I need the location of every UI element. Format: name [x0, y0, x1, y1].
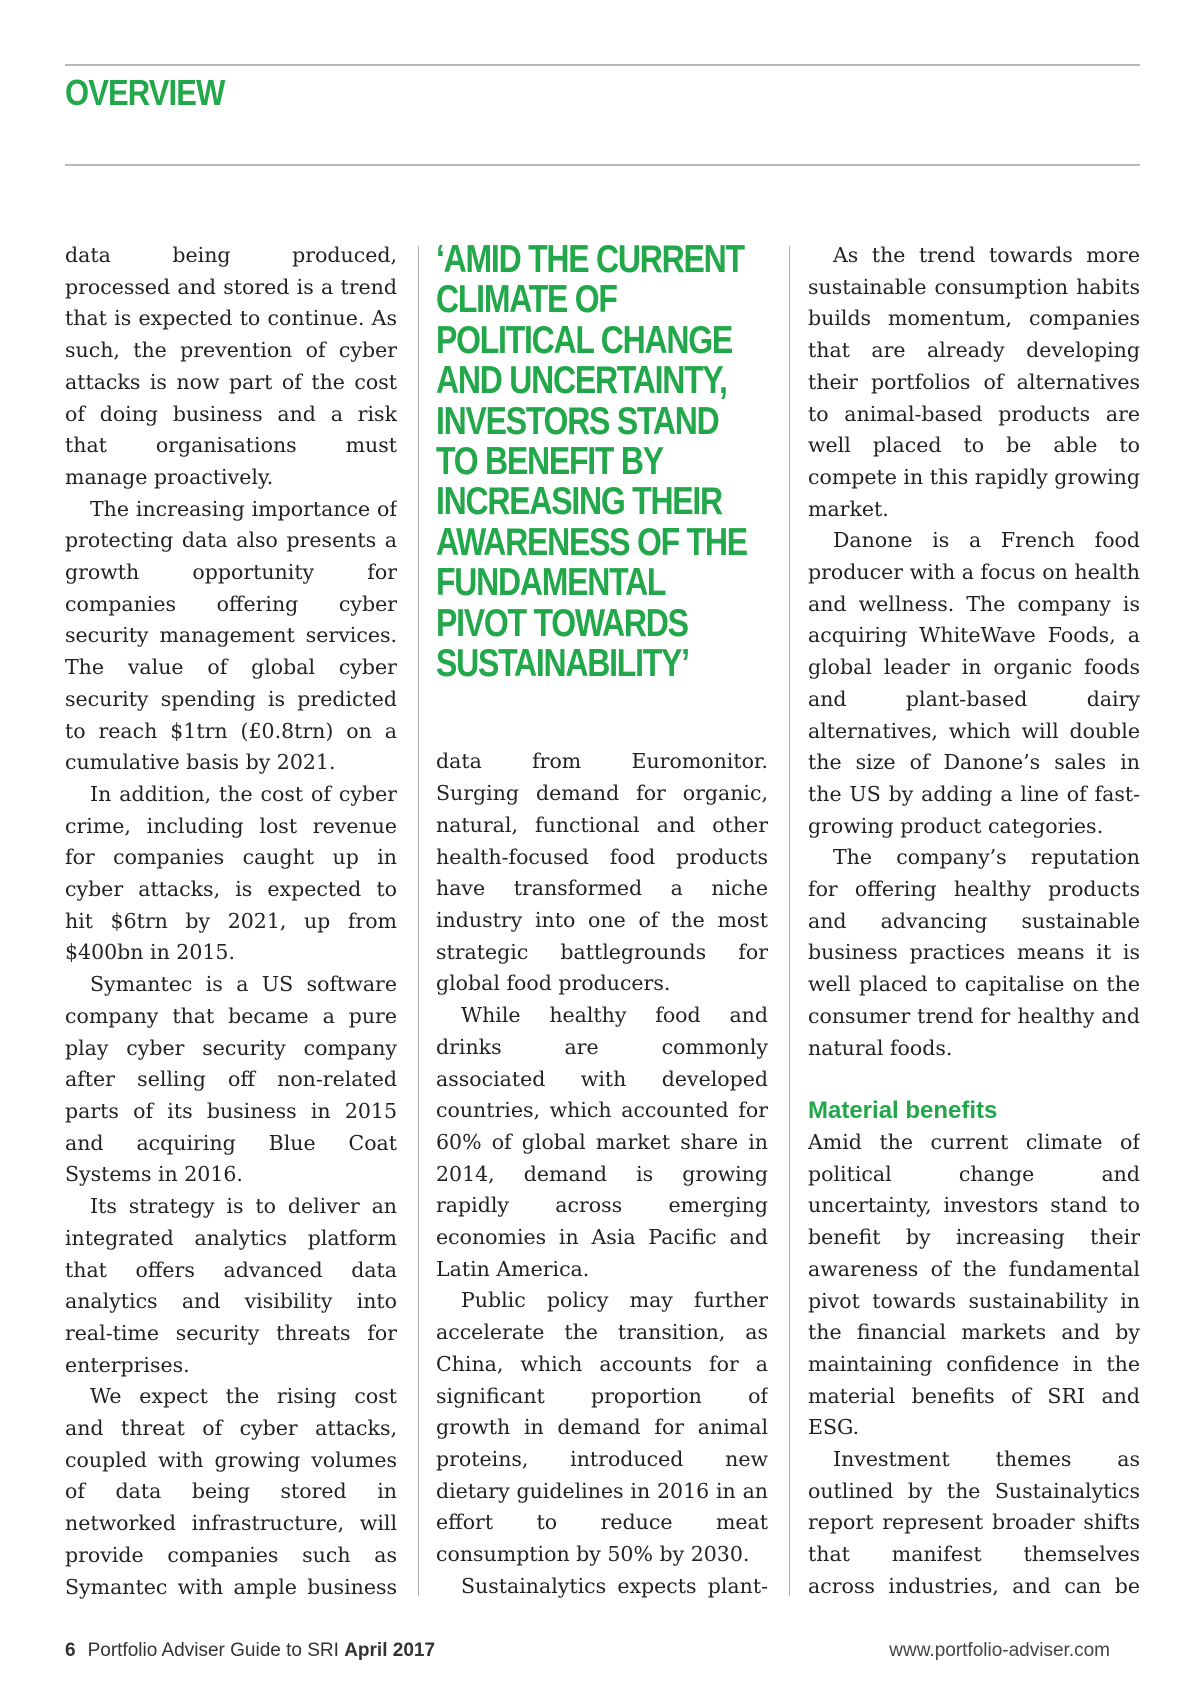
paragraph: As the trend towards more sustainable consumption habits builds momentum, companies that are already developing their portfolios of alternatives to animal-based products are well placed to be able to compete in this rapidly growing market.	[808, 243, 1140, 521]
paragraph-text: Investment themes as outlined by the Sustainalytics report represent broader shifts that manifest themselves across industries, and can be	[808, 1447, 1140, 1598]
article-column-3	[808, 240, 1140, 1600]
footer-publication-info	[65, 1640, 435, 1662]
paragraph: Public policy may further accelerate the transition, as China, which accounts for a significant proportion of growth in demand for animal proteins, introduced new dietary guidelines in 2016 in an effort to reduce meat consumption by 50% by 2030.	[436, 1288, 768, 1567]
subheading-material-benefits: Material benefits	[808, 1097, 998, 1125]
paragraph: While healthy food and drinks are commonly associated with developed countries, which accounted for 60% of global market share in 2014, demand is growing rapidly across emerging economies in Asia Pacific and Latin America.	[436, 1003, 768, 1281]
column-divider-1	[418, 246, 419, 1596]
paragraph: Sustainalytics expects plant-	[461, 1573, 768, 1598]
paragraph: Danone is a French food producer with a focus on health and wellness. The company is acquiring WhiteWave Foods, a global leader in organic foods and plant-based dairy alternatives, which will double the size of Danone’s sales in the US by adding a line of fast-growing product categories.	[808, 528, 1140, 838]
website-url: www.portfolio-adviser.com	[889, 1640, 1110, 1661]
publication-name: Portfolio Adviser Guide to SRI	[87, 1640, 339, 1661]
column-divider-2	[789, 246, 790, 1596]
paragraph: The company’s reputation for offering healthy products and advancing sustainable business practices means it is well placed to capitalise on the consumer trend for healthy and natural foods.	[808, 845, 1140, 1060]
paragraph: Symantec is a US software company that became a pure play cyber security company after selling off non-related parts of its business in 2015 and acquiring Blue Coat Systems in 2016.	[65, 972, 397, 1187]
publication-date: April 2017	[344, 1640, 436, 1661]
article-column-1	[65, 240, 397, 1600]
paragraph: data from Euromonitor. Surging demand for organic, natural, functional and other health-focused food products have transformed a niche industry into one of the most strategic battlegrounds for global food producers.	[436, 749, 768, 996]
paragraph	[808, 1444, 1140, 1600]
article-column-2	[436, 240, 768, 1600]
header-rule	[65, 164, 1140, 166]
paragraph: In addition, the cost of cyber crime, including lost revenue for companies caught up in cyber attacks, is expected to hit $6trn by 2021, up from $400bn in 2015.	[65, 781, 397, 965]
page-number: 6	[65, 1640, 76, 1661]
paragraph: Amid the current climate of political change and uncertainty, investors stand to benefit by increasing their awareness of the fundamental pivot towards sustainability in the financial markets and by maintaining confidence in the material benefits of SRI and ESG.	[808, 1129, 1140, 1440]
section-label: OVERVIEW	[65, 72, 225, 113]
paragraph: data being produced, processed and stored is a trend that is expected to continue. As such, the prevention of cyber attacks is now part of the cost of doing business and a risk that organisations must manage proactively.	[65, 243, 397, 489]
page-footer	[65, 1640, 1140, 1670]
paragraph: We expect the rising cost and threat of cyber attacks, coupled with growing volumes of data being stored in networked infrastructure, will provide companies such as Symantec with ample business	[65, 1384, 397, 1599]
paragraph: The increasing importance of protecting data also presents a growth opportunity for companies offering cyber security management services. The value of global cyber security spending is predicted to reach $1trn (£0.8trn) on a cumulative basis by 2021.	[65, 496, 397, 775]
top-rule	[65, 64, 1140, 66]
paragraph: Its strategy is to deliver an integrated analytics platform that offers advanced data analytics and visibility into real-time security threats for enterprises.	[65, 1194, 397, 1377]
pull-quote: ‘AMID THE CURRENT CLIMATE OF POLITICAL CHANGE AND UNCERTAINTY, INVESTORS STAND TO BENEFIT BY INCREASING THEIR AWARENESS OF THE FUNDAMENTAL PIVOT TOWARDS SUSTAINABILITY’	[436, 240, 747, 686]
